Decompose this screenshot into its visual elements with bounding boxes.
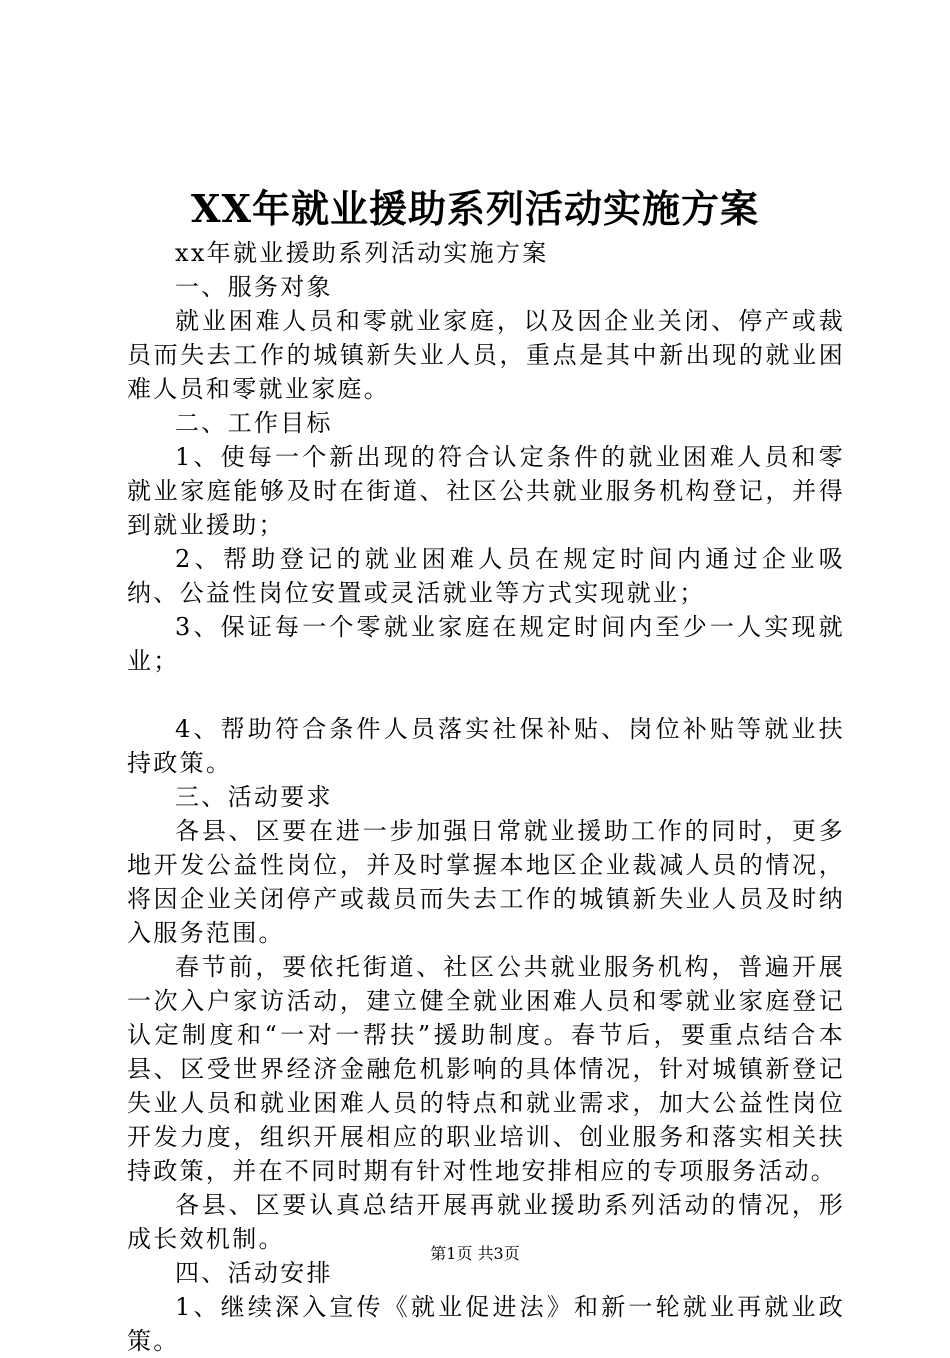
section-heading-4: 四、活动安排 bbox=[175, 1259, 333, 1287]
paragraph: 就业困难人员和零就业家庭，以及因企业关闭、停产或裁员而失去工作的城镇新失业人员，重点是其中新出现的就业困难人员和零就业家庭。 bbox=[127, 307, 845, 403]
paragraph: 4、帮助符合条件人员落实社保补贴、岗位补贴等就业扶持政策。 bbox=[127, 715, 845, 777]
document-body bbox=[127, 236, 845, 1358]
paragraph: 春节前，要依托街道、社区公共就业服务机构，普遍开展一次入户家访活动，建立健全就业困难人员和零就业家庭登记认定制度和“一对一帮扶”援助制度。春节后，要重点结合本县、区受世界经济金融危机影响的具体情况，针对城镇新登记失业人员和就业困难人员的特点和就业需求，加大公益性岗位开发力度，组织开展相应的职业培训、创业服务和落实相关扶持政策，并在不同时期有针对性地安排相应的专项服务活动。 bbox=[127, 953, 845, 1185]
paragraph: 1、使每一个新出现的符合认定条件的就业困难人员和零就业家庭能够及时在街道、社区公共就业服务机构登记，并得到就业援助； bbox=[127, 443, 845, 539]
paragraph: 各县、区要在进一步加强日常就业援助工作的同时，更多地开发公益性岗位，并及时掌握本地区企业裁减人员的情况，将因企业关闭停产或裁员而失去工作的城镇新失业人员及时纳入服务范围。 bbox=[127, 817, 845, 947]
paragraph: 2、帮助登记的就业困难人员在规定时间内通过企业吸纳、公益性岗位安置或灵活就业等方式实现就业； bbox=[127, 545, 845, 607]
section-heading-3: 三、活动要求 bbox=[175, 783, 333, 811]
section-heading-1: 一、服务对象 bbox=[175, 273, 333, 301]
section-heading-2: 二、工作目标 bbox=[175, 409, 333, 437]
page-number-footer: 第1页 共3页 bbox=[430, 1244, 520, 1263]
paragraph: 各县、区要认真总结开展再就业援助系列活动的情况，形成长效机制。 bbox=[127, 1191, 845, 1253]
paragraph: 1、继续深入宣传《就业促进法》和新一轮就业再就业政策。 bbox=[127, 1293, 845, 1355]
document-title: XX年就业援助系列活动实施方案 bbox=[191, 186, 759, 231]
paragraph: 3、保证每一个零就业家庭在规定时间内至少一人实现就业； bbox=[127, 613, 845, 675]
paragraph-subtitle: xx年就业援助系列活动实施方案 bbox=[175, 239, 549, 267]
